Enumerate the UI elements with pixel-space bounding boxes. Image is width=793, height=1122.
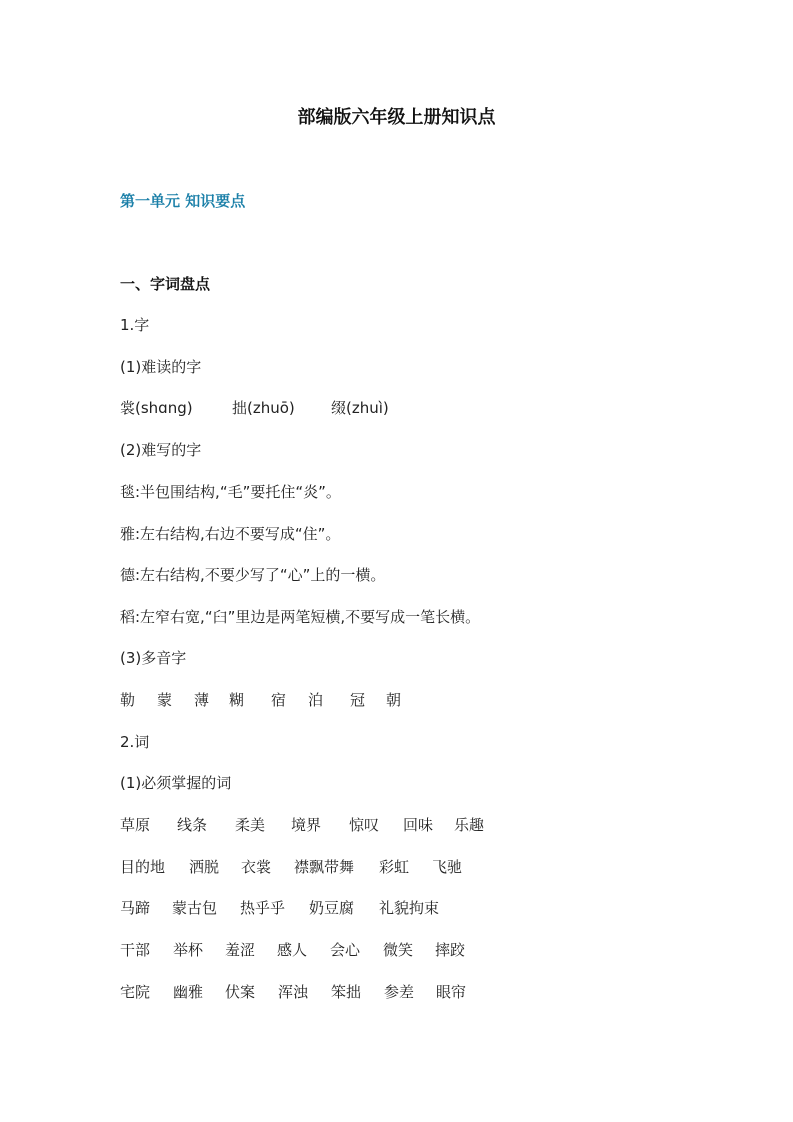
word: 彩虹 [379,858,410,876]
polyphone-char: 薄 [194,691,210,709]
word: 奶豆腐 [309,899,355,917]
word: 举杯 [173,941,204,959]
word: 飞驰 [432,858,463,876]
polyphone-char: 泊 [308,691,324,709]
word-row [120,814,484,836]
must-words-label: (1)必须掌握的词 [120,774,232,792]
polyphone-char: 宿 [271,691,287,709]
word: 参差 [384,983,415,1001]
hard-write-note: 毯:半包围结构,“毛”要托住“炎”。 [120,483,341,501]
hard-write-note: 稻:左窄右宽,“臼”里边是两笔短横,不要写成一笔长横。 [120,608,481,626]
word-row [120,939,465,961]
word: 草原 [120,816,151,834]
word: 眼帘 [436,983,467,1001]
unit-heading: 第一单元 知识要点 [120,192,246,210]
word: 微笑 [383,941,414,959]
word: 衣裳 [241,858,272,876]
polyphone-char: 糊 [229,691,245,709]
word-row [120,897,439,919]
polyphone-label: (3)多音字 [120,649,187,667]
polyphone-char: 勒 [120,691,136,709]
hard-write-note: 雅:左右结构,右边不要写成“住”。 [120,525,341,543]
polyphone-char: 蒙 [157,691,173,709]
word: 干部 [120,941,151,959]
hard-read-label: (1)难读的字 [120,358,202,376]
word: 线条 [177,816,208,834]
word: 热乎乎 [240,899,286,917]
hard-read-item: 缀(zhuì) [331,399,389,417]
subsection-word: 2.词 [120,733,150,751]
polyphone-char: 冠 [350,691,366,709]
word: 笨拙 [331,983,362,1001]
word: 宅院 [120,983,151,1001]
word: 惊叹 [349,816,380,834]
word: 幽雅 [173,983,204,1001]
polyphone-char: 朝 [386,691,402,709]
word: 羞涩 [225,941,256,959]
page-title: 部编版六年级上册知识点 [297,107,496,128]
hard-write-label: (2)难写的字 [120,441,202,459]
word: 目的地 [120,858,166,876]
hard-read-item: 裳(shɑng) [120,399,193,417]
word: 伏案 [225,983,256,1001]
hard-read-row [120,397,389,419]
word: 会心 [330,941,361,959]
word: 礼貌拘束 [379,899,440,917]
word: 马蹄 [120,899,151,917]
section-heading: 一、字词盘点 [120,275,211,293]
word: 襟飘带舞 [294,858,355,876]
word-row [120,856,462,878]
word: 感人 [277,941,308,959]
word: 洒脱 [189,858,220,876]
word: 浑浊 [278,983,309,1001]
hard-read-item: 拙(zhuō) [232,399,295,417]
polyphone-row [120,689,401,711]
word: 摔跤 [435,941,466,959]
word: 境界 [291,816,322,834]
word: 柔美 [235,816,266,834]
word: 回味 [403,816,434,834]
word: 蒙古包 [172,899,218,917]
subsection-char: 1.字 [120,316,150,334]
word-row [120,981,466,1003]
hard-write-note: 德:左右结构,不要少写了“心”上的一横。 [120,566,386,584]
word: 乐趣 [454,816,485,834]
